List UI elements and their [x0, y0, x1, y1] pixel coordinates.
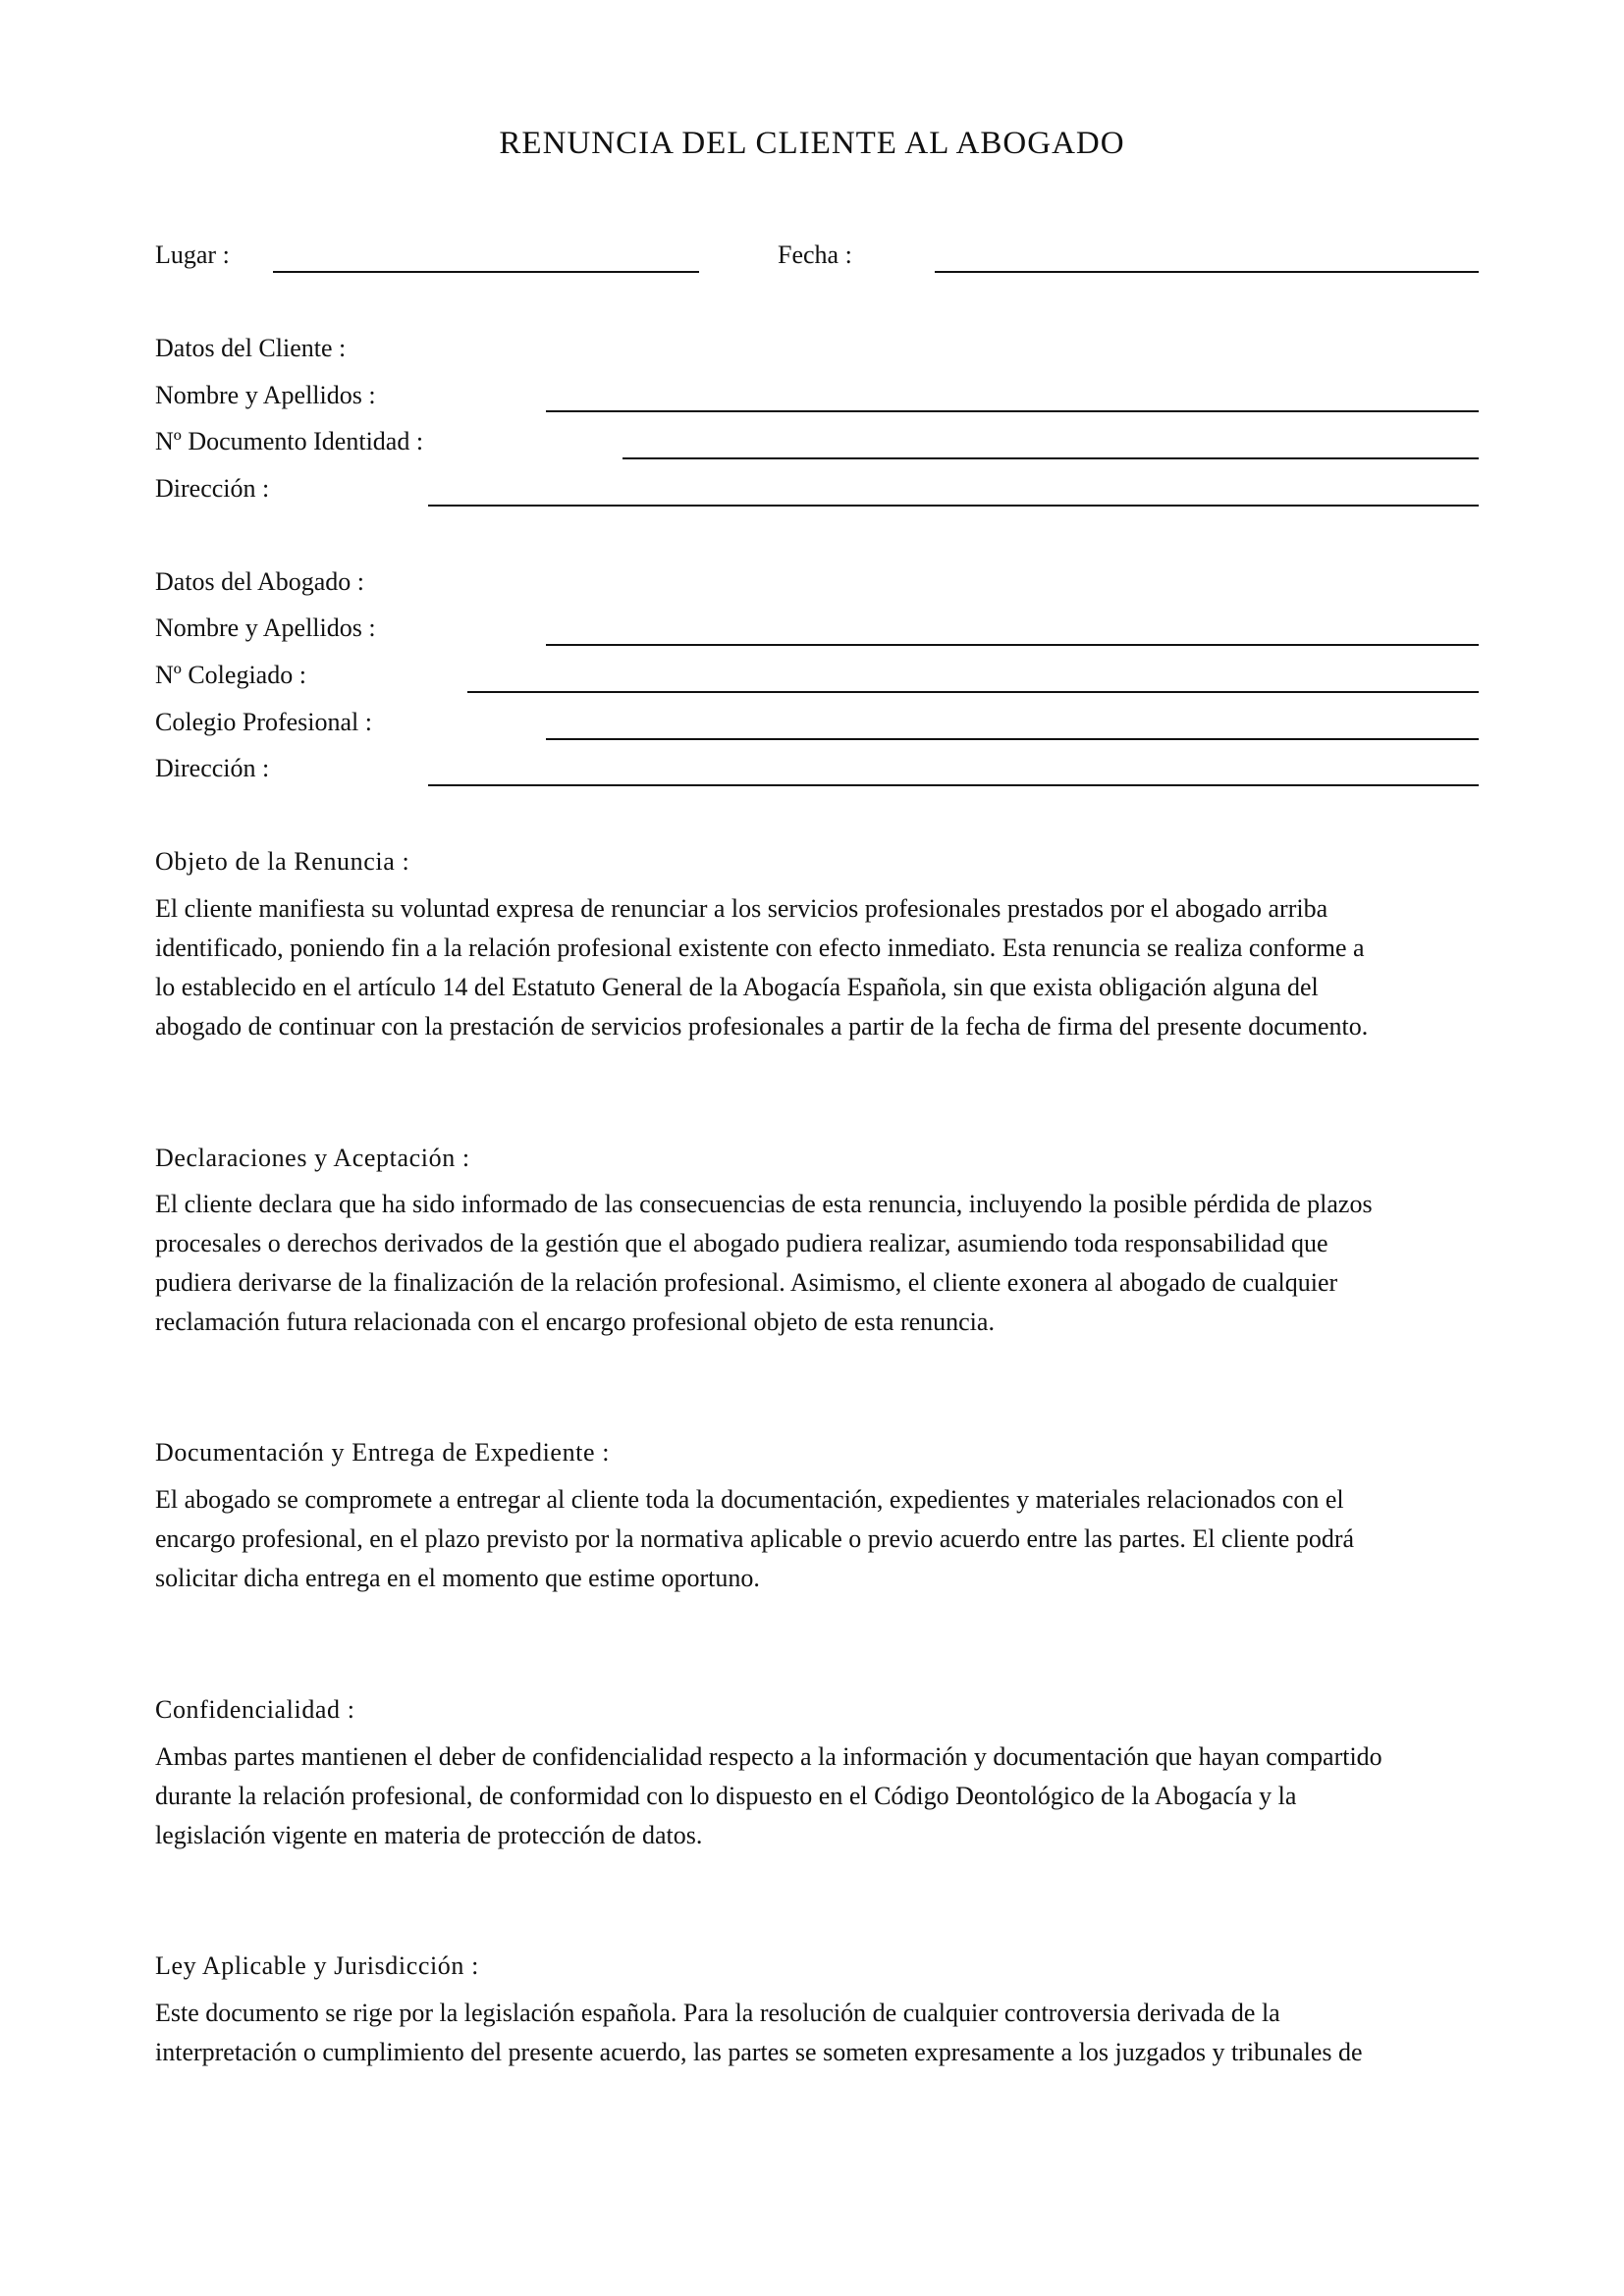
document-title: RENUNCIA DEL CLIENTE AL ABOGADO	[499, 126, 1125, 161]
section-line: procesales o derechos derivados de la gestión que el abogado pudiera realizar, asumiendo toda responsabilidad que	[155, 1229, 1328, 1257]
cliente-direccion-label: Dirección :	[155, 474, 270, 503]
abogado-colegiado-field-line[interactable]	[467, 691, 1479, 693]
section-heading-confidencialidad: Confidencialidad :	[155, 1695, 355, 1724]
section-line: interpretación o cumplimiento del presente acuerdo, las partes se someten expresamente a los juzgados y tribunales de	[155, 2038, 1363, 2066]
fecha-field-line[interactable]	[935, 271, 1479, 273]
section-line: solicitar dicha entrega en el momento que estime oportuno.	[155, 1564, 760, 1592]
lugar-field-line[interactable]	[273, 271, 699, 273]
cliente-nombre-field-line[interactable]	[546, 410, 1479, 412]
abogado-nombre-label: Nombre y Apellidos :	[155, 614, 376, 642]
section-body-documentacion	[155, 1480, 1490, 1598]
section-heading-ley-aplicable: Ley Aplicable y Jurisdicción :	[155, 1951, 479, 1980]
section-body-ley-aplicable	[155, 1994, 1490, 2072]
abogado-direccion-label: Dirección :	[155, 754, 270, 782]
cliente-nombre-label: Nombre y Apellidos :	[155, 381, 376, 409]
section-heading-objeto: Objeto de la Renuncia :	[155, 847, 410, 876]
section-line: Ambas partes mantienen el deber de confidencialidad respecto a la información y documentación que hayan compartido	[155, 1742, 1382, 1771]
cliente-heading: Datos del Cliente :	[155, 334, 347, 362]
abogado-colegio-field-line[interactable]	[546, 738, 1479, 740]
section-line: identificado, poniendo fin a la relación profesional existente con efecto inmediato. Esta renuncia se realiza conforme a	[155, 934, 1365, 962]
section-body-declaraciones	[155, 1185, 1490, 1342]
section-line: Este documento se rige por la legislación española. Para la resolución de cualquier controversia derivada de la	[155, 1999, 1280, 2027]
section-line: legislación vigente en materia de protección de datos.	[155, 1821, 703, 1849]
cliente-documento-field-line[interactable]	[623, 457, 1479, 459]
cliente-direccion-field-line[interactable]	[428, 505, 1479, 507]
fecha-label: Fecha :	[778, 240, 852, 269]
section-line: El cliente declara que ha sido informado de las consecuencias de esta renuncia, incluyendo la posible pérdida de plazos	[155, 1190, 1373, 1218]
abogado-colegio-label: Colegio Profesional :	[155, 708, 372, 736]
section-line: pudiera derivarse de la finalización de la relación profesional. Asimismo, el cliente exonera al abogado de cualquier	[155, 1268, 1338, 1297]
section-heading-declaraciones: Declaraciones y Aceptación :	[155, 1144, 470, 1172]
abogado-nombre-field-line[interactable]	[546, 644, 1479, 646]
abogado-colegiado-label: Nº Colegiado :	[155, 661, 306, 689]
section-line: abogado de continuar con la prestación de servicios profesionales a partir de la fecha de firma del presente documento.	[155, 1012, 1369, 1041]
section-line: El abogado se compromete a entregar al cliente toda la documentación, expedientes y materiales relacionados con el	[155, 1485, 1344, 1514]
abogado-heading: Datos del Abogado :	[155, 567, 365, 596]
section-line: encargo profesional, en el plazo previsto por la normativa aplicable o previo acuerdo entre las partes. El cliente podrá	[155, 1524, 1355, 1553]
section-heading-documentacion: Documentación y Entrega de Expediente :	[155, 1438, 611, 1467]
section-line: lo establecido en el artículo 14 del Estatuto General de la Abogacía Española, sin que exista obligación alguna del	[155, 973, 1319, 1001]
section-body-confidencialidad	[155, 1737, 1490, 1855]
lugar-label: Lugar :	[155, 240, 230, 269]
cliente-documento-label: Nº Documento Identidad :	[155, 427, 424, 455]
abogado-direccion-field-line[interactable]	[428, 784, 1479, 786]
section-body-objeto	[155, 889, 1490, 1046]
section-line: durante la relación profesional, de conformidad con lo dispuesto en el Código Deontológico de la Abogacía y la	[155, 1782, 1297, 1810]
section-line: El cliente manifiesta su voluntad expresa de renunciar a los servicios profesionales prestados por el abogado arriba	[155, 894, 1328, 923]
section-line: reclamación futura relacionada con el encargo profesional objeto de esta renuncia.	[155, 1308, 995, 1336]
